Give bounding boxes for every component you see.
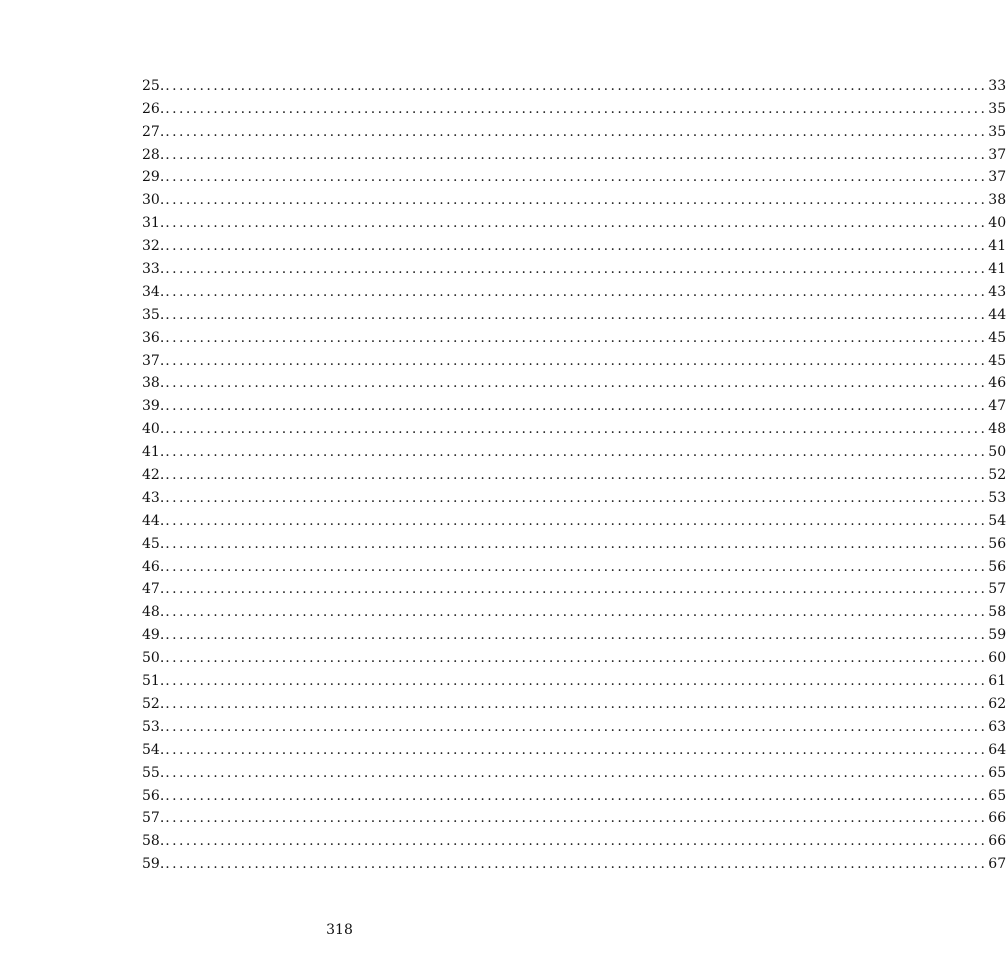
dot-leader: ........................................................................................................................: [165, 238, 988, 255]
dot-leader: ........................................................................................................................: [165, 535, 988, 552]
toc-entry-page-number: 61: [988, 673, 1006, 690]
toc-entry-label: 27.: [142, 123, 165, 140]
dot-leader: ........................................................................................................................: [165, 718, 988, 735]
toc-entry-label: 50.: [142, 650, 165, 667]
toc-entry[interactable]: [142, 850, 1006, 873]
dot-leader: ........................................................................................................................: [165, 810, 988, 827]
toc-entry-label: 26.: [142, 100, 165, 117]
toc-entry[interactable]: [142, 667, 1006, 690]
toc-entry[interactable]: [142, 553, 1006, 576]
dot-leader: ........................................................................................................................: [165, 261, 988, 278]
dot-leader: ........................................................................................................................: [165, 146, 988, 163]
dot-leader: ........................................................................................................................: [165, 444, 988, 461]
toc-entry-label: 44.: [142, 512, 165, 529]
dot-leader: ........................................................................................................................: [165, 169, 988, 186]
toc-entry-label: 38.: [142, 375, 165, 392]
dot-leader: ........................................................................................................................: [165, 489, 988, 506]
dot-leader: ........................................................................................................................: [165, 192, 988, 209]
toc-entry[interactable]: [142, 827, 1006, 850]
toc-entry-label: 53.: [142, 718, 165, 735]
toc-entry[interactable]: [142, 484, 1006, 507]
toc-entry-label: 43.: [142, 489, 165, 506]
toc-entry-page-number: 37: [988, 169, 1006, 186]
toc-entry-label: 37.: [142, 352, 165, 369]
toc-entry-label: 34.: [142, 283, 165, 300]
toc-entry-label: 46.: [142, 558, 165, 575]
toc-entry-label: 35.: [142, 306, 165, 323]
toc-entry-label: 57.: [142, 810, 165, 827]
toc-entry[interactable]: [142, 95, 1006, 118]
toc-entry-label: 39.: [142, 398, 165, 415]
toc-entry[interactable]: [142, 278, 1006, 301]
dot-leader: ........................................................................................................................: [165, 467, 988, 484]
dot-leader: ........................................................................................................................: [165, 283, 988, 300]
toc-entry[interactable]: [142, 164, 1006, 187]
toc-entry-page-number: 41: [988, 238, 1006, 255]
toc-entry[interactable]: [142, 621, 1006, 644]
dot-leader: ........................................................................................................................: [165, 650, 988, 667]
toc-entry[interactable]: [142, 232, 1006, 255]
toc-entry-page-number: 37: [988, 146, 1006, 163]
toc-entry[interactable]: [142, 690, 1006, 713]
dot-leader: ........................................................................................................................: [165, 306, 988, 323]
toc-entry-page-number: 40: [988, 215, 1006, 232]
toc-entry-page-number: 59: [988, 627, 1006, 644]
toc-entry-page-number: 65: [988, 764, 1006, 781]
toc-entry-page-number: 35: [988, 123, 1006, 140]
toc-entry-label: 55.: [142, 764, 165, 781]
dot-leader: ........................................................................................................................: [165, 398, 988, 415]
toc-entry[interactable]: [142, 461, 1006, 484]
toc-entry[interactable]: [142, 141, 1006, 164]
toc-entry-label: 51.: [142, 673, 165, 690]
toc-entry[interactable]: [142, 759, 1006, 782]
toc-entry-page-number: 45: [988, 329, 1006, 346]
dot-leader: ........................................................................................................................: [165, 77, 988, 94]
toc-entry-page-number: 58: [988, 604, 1006, 621]
dot-leader: ........................................................................................................................: [165, 695, 988, 712]
toc-entry-page-number: 52: [988, 467, 1006, 484]
toc-entry-label: 29.: [142, 169, 165, 186]
toc-entry-page-number: 65: [988, 787, 1006, 804]
toc-entry-page-number: 67: [988, 856, 1006, 873]
toc-entry-page-number: 66: [988, 810, 1006, 827]
toc-entry[interactable]: [142, 507, 1006, 530]
toc-entry-page-number: 50: [988, 444, 1006, 461]
toc-entry[interactable]: [142, 530, 1006, 553]
dot-leader: ........................................................................................................................: [165, 352, 988, 369]
dot-leader: ........................................................................................................................: [165, 741, 988, 758]
toc-entry-page-number: 43: [988, 283, 1006, 300]
toc-entry-label: 42.: [142, 467, 165, 484]
toc-entry[interactable]: [142, 186, 1006, 209]
toc-entry-label: 31.: [142, 215, 165, 232]
toc-entry-label: 59.: [142, 856, 165, 873]
toc-entry[interactable]: [142, 347, 1006, 370]
toc-entry-page-number: 56: [988, 535, 1006, 552]
toc-entry-label: 25.: [142, 77, 165, 94]
toc-entry-label: 33.: [142, 261, 165, 278]
toc-entry-page-number: 60: [988, 650, 1006, 667]
toc-entry-label: 32.: [142, 238, 165, 255]
toc-entry[interactable]: [142, 415, 1006, 438]
toc-entry-label: 49.: [142, 627, 165, 644]
toc-entry-page-number: 44: [988, 306, 1006, 323]
toc-entry-label: 36.: [142, 329, 165, 346]
dot-leader: ........................................................................................................................: [165, 375, 988, 392]
toc-entry-page-number: 33: [988, 77, 1006, 94]
toc-entry[interactable]: [142, 644, 1006, 667]
toc-entry-page-number: 64: [988, 741, 1006, 758]
toc-entry-page-number: 56: [988, 558, 1006, 575]
toc-entry[interactable]: [142, 72, 1006, 95]
toc-entry-label: 47.: [142, 581, 165, 598]
toc-entry-label: 56.: [142, 787, 165, 804]
dot-leader: ........................................................................................................................: [165, 329, 988, 346]
toc-entry-label: 30.: [142, 192, 165, 209]
toc-entry-label: 45.: [142, 535, 165, 552]
table-of-contents: [142, 72, 1006, 873]
toc-entry-label: 52.: [142, 695, 165, 712]
toc-entry-page-number: 46: [988, 375, 1006, 392]
toc-entry-page-number: 38: [988, 192, 1006, 209]
dot-leader: ........................................................................................................................: [165, 123, 988, 140]
toc-entry[interactable]: [142, 370, 1006, 393]
toc-entry-page-number: 63: [988, 718, 1006, 735]
toc-entry-page-number: 57: [988, 581, 1006, 598]
toc-entry-page-number: 41: [988, 261, 1006, 278]
page-number: 318: [326, 922, 353, 938]
dot-leader: ........................................................................................................................: [165, 421, 988, 438]
dot-leader: ........................................................................................................................: [165, 856, 988, 873]
dot-leader: ........................................................................................................................: [165, 215, 988, 232]
toc-entry-page-number: 62: [988, 695, 1006, 712]
dot-leader: ........................................................................................................................: [165, 787, 988, 804]
dot-leader: ........................................................................................................................: [165, 764, 988, 781]
toc-entry-label: 58.: [142, 833, 165, 850]
toc-entry-label: 48.: [142, 604, 165, 621]
dot-leader: ........................................................................................................................: [165, 833, 988, 850]
toc-entry[interactable]: [142, 118, 1006, 141]
toc-entry-page-number: 35: [988, 100, 1006, 117]
dot-leader: ........................................................................................................................: [165, 581, 988, 598]
toc-entry[interactable]: [142, 713, 1006, 736]
toc-entry[interactable]: [142, 392, 1006, 415]
toc-entry[interactable]: [142, 736, 1006, 759]
toc-entry[interactable]: [142, 255, 1006, 278]
toc-entry[interactable]: [142, 576, 1006, 599]
toc-entry-label: 41.: [142, 444, 165, 461]
toc-entry-label: 40.: [142, 421, 165, 438]
toc-entry[interactable]: [142, 324, 1006, 347]
dot-leader: ........................................................................................................................: [165, 673, 988, 690]
toc-entry[interactable]: [142, 209, 1006, 232]
toc-entry-page-number: 53: [988, 489, 1006, 506]
dot-leader: ........................................................................................................................: [165, 604, 988, 621]
dot-leader: ........................................................................................................................: [165, 627, 988, 644]
toc-entry[interactable]: [142, 438, 1006, 461]
toc-entry-page-number: 66: [988, 833, 1006, 850]
toc-entry-page-number: 54: [988, 512, 1006, 529]
toc-entry[interactable]: [142, 805, 1006, 828]
dot-leader: ........................................................................................................................: [165, 100, 988, 117]
dot-leader: ........................................................................................................................: [165, 512, 988, 529]
toc-entry-page-number: 48: [988, 421, 1006, 438]
toc-entry-label: 54.: [142, 741, 165, 758]
toc-entry-page-number: 47: [988, 398, 1006, 415]
toc-entry[interactable]: [142, 301, 1006, 324]
dot-leader: ........................................................................................................................: [165, 558, 988, 575]
toc-entry[interactable]: [142, 782, 1006, 805]
toc-entry[interactable]: [142, 598, 1006, 621]
toc-entry-page-number: 45: [988, 352, 1006, 369]
toc-entry-label: 28.: [142, 146, 165, 163]
